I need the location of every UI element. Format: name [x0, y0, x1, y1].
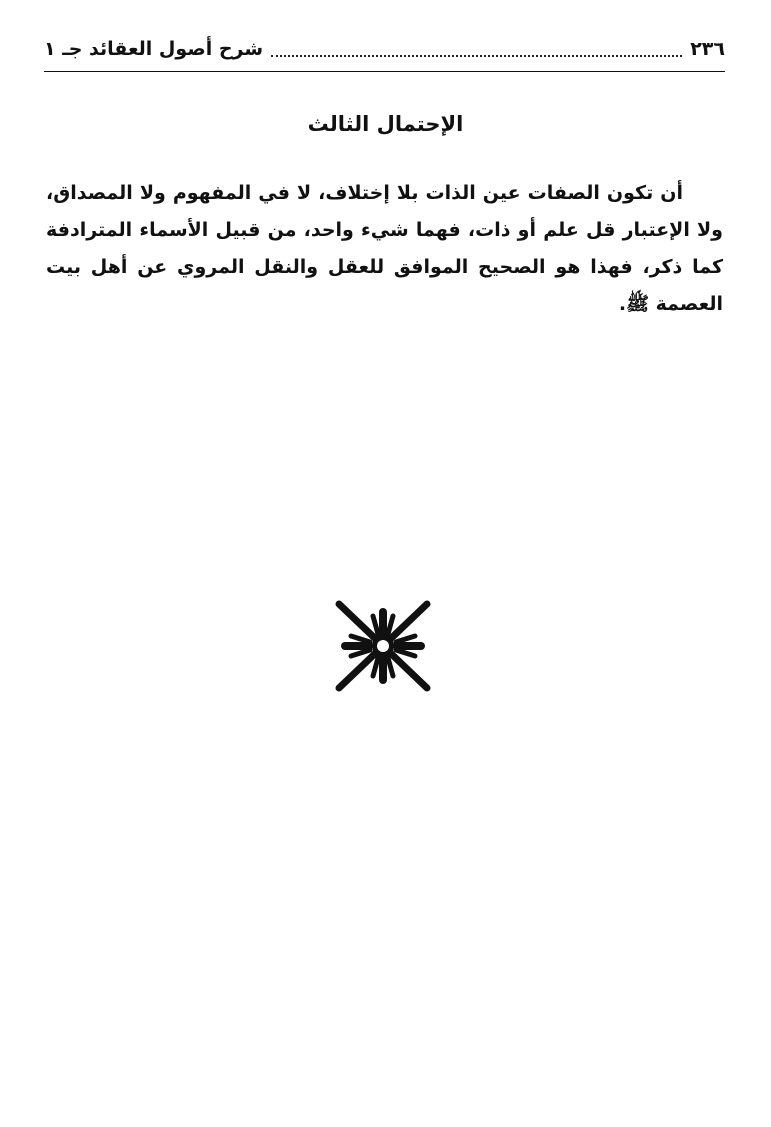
- body-paragraph: أن تكون الصفات عين الذات بلا إختلاف، لا في المفهوم ولا المصداق، ولا الإعتبار قل علم أو ذات، فهما شيء واحد، من قبيل الأسماء المترادفة كما ذكر، فهذا هو الصحيح الموافق للعقل والنقل المروي عن أهل بيت العصمة ﷺ.: [46, 182, 723, 315]
- book-title: شرح أصول العقائد جـ ١: [44, 38, 264, 60]
- page-number: ٢٣٦: [690, 38, 725, 60]
- starburst-ornament-icon: [333, 598, 433, 694]
- header-divider: [44, 71, 725, 72]
- section-title: الإحتمال الثالث: [307, 112, 464, 136]
- leader-dots: [271, 41, 682, 57]
- running-header: [44, 34, 725, 64]
